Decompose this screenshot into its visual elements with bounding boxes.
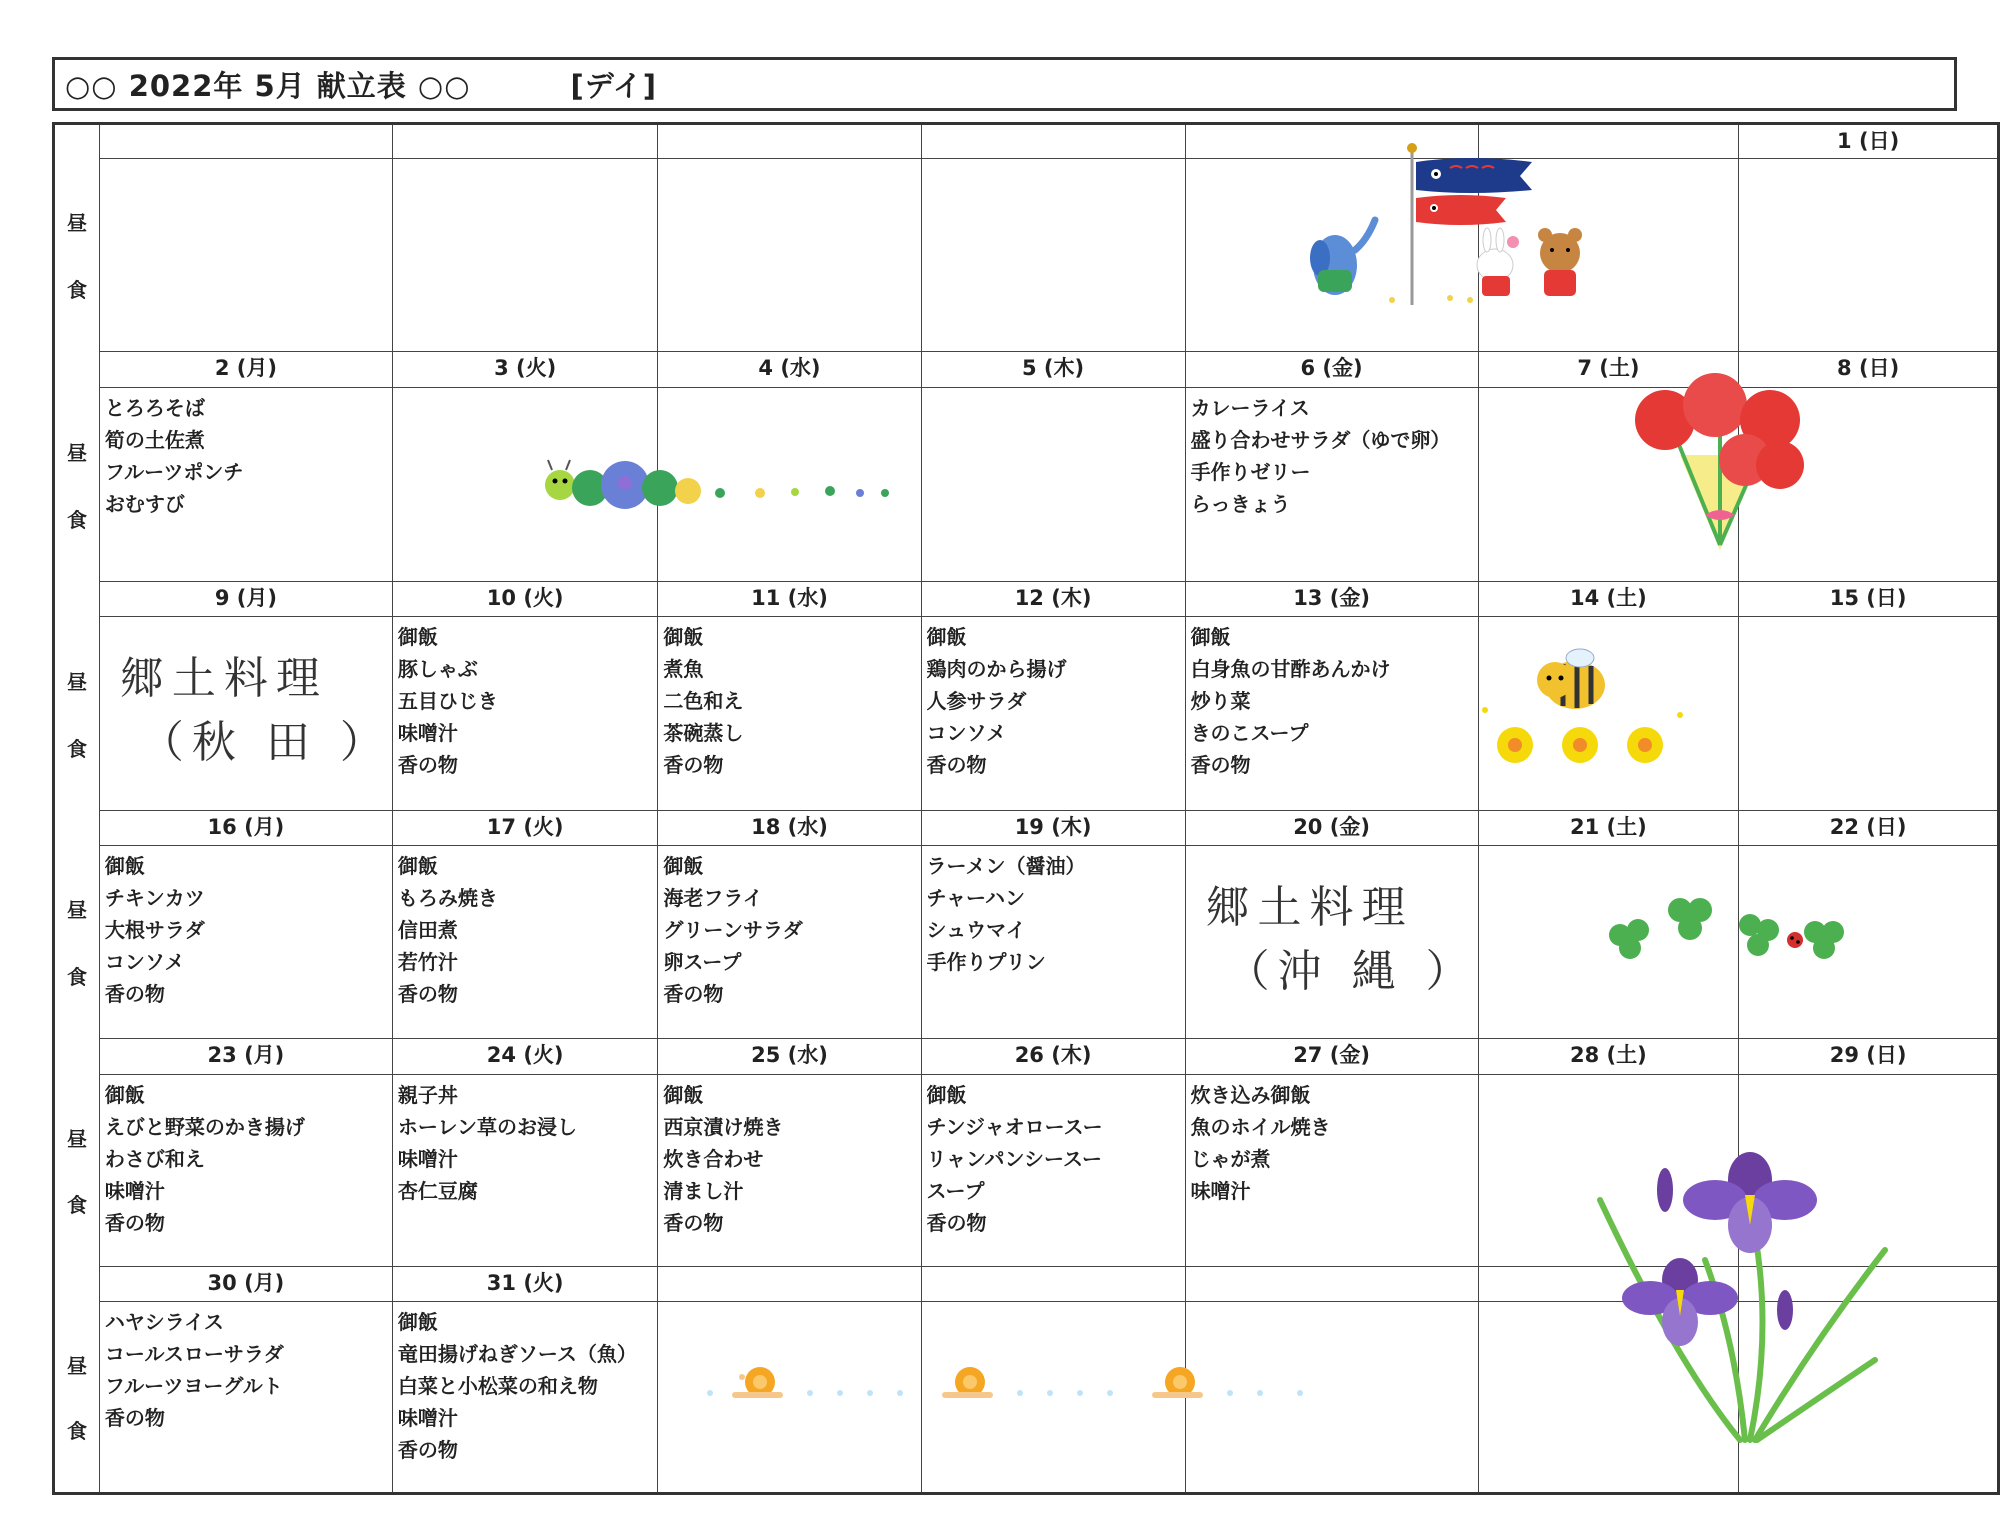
menu-item: チャーハン: [926, 886, 1025, 910]
date-cell: [1478, 352, 1739, 388]
date-cell: [392, 1039, 658, 1075]
date-cell: [921, 582, 1185, 617]
menu-list: [658, 1075, 920, 1239]
meal-cell: [1739, 1075, 1999, 1267]
menu-list: [1186, 388, 1478, 520]
menu-item: おむすび: [104, 492, 185, 516]
menu-item: 味噌汁: [104, 1179, 165, 1203]
menu-list: [1186, 617, 1478, 781]
meal-cell: [921, 1075, 1185, 1267]
menu-list: [393, 1302, 658, 1466]
meal-cell: [921, 846, 1185, 1039]
date-cell: [1185, 352, 1478, 388]
date-label: 31 (火): [486, 1271, 564, 1295]
menu-item: ホーレン草のお浸し: [397, 1115, 578, 1139]
menu-item: 信田煮: [397, 918, 458, 942]
date-label: 15 (日): [1829, 586, 1907, 610]
menu-item: 香の物: [397, 753, 458, 777]
week-date-row: [54, 352, 1999, 388]
meal-cell: [392, 617, 658, 811]
menu-item: フルーツヨーグルト: [104, 1374, 283, 1398]
menu-item: 炊き合わせ: [663, 1147, 764, 1171]
meal-cell: [1185, 159, 1478, 352]
meal-cell: [392, 1302, 658, 1494]
meal-cell: [658, 1302, 921, 1494]
menu-item: 御飯: [397, 1310, 438, 1334]
meal-cell: [392, 388, 658, 582]
menu-item: 御飯: [663, 625, 704, 649]
meal-cell: [392, 159, 658, 352]
date-label: 2 (月): [214, 356, 277, 380]
menu-item: 香の物: [104, 1211, 165, 1235]
menu-item: 香の物: [104, 1406, 165, 1430]
menu-item: 煮魚: [663, 657, 704, 681]
menu-list: [393, 1075, 658, 1207]
date-cell: [392, 352, 658, 388]
date-label: 30 (月): [207, 1271, 285, 1295]
menu-list: [922, 1075, 1185, 1239]
meal-label-char: 食: [66, 277, 87, 302]
handwritten-note: [100, 617, 392, 775]
date-cell: [1478, 1039, 1739, 1075]
meal-cell: [1478, 1302, 1739, 1494]
date-cell: [1478, 1267, 1739, 1302]
menu-item: チンジャオロースー: [926, 1115, 1103, 1139]
row-label-cell: [54, 124, 100, 159]
menu-item: 香の物: [1190, 753, 1251, 777]
week-meal-row: [54, 846, 1999, 1039]
date-cell: [99, 1039, 392, 1075]
meal-label: [55, 1302, 99, 1493]
menu-item: 御飯: [663, 1083, 704, 1107]
date-cell: [99, 124, 392, 159]
meal-label: [55, 388, 99, 582]
menu-item: 鶏肉のから揚げ: [926, 657, 1067, 681]
menu-item: じゃが煮: [1190, 1147, 1271, 1171]
date-label: 17 (火): [486, 815, 564, 839]
meal-label-char: 昼: [66, 440, 87, 465]
date-label: 3 (火): [494, 356, 557, 380]
date-label: 5 (木): [1021, 356, 1085, 380]
meal-cell: [1739, 1302, 1999, 1494]
meal-label-cell: [54, 159, 100, 352]
menu-item: 魚のホイル焼き: [1190, 1115, 1331, 1139]
meal-cell: [99, 388, 392, 582]
meal-cell: [921, 388, 1185, 582]
date-cell: [921, 1267, 1185, 1302]
menu-list: [658, 846, 920, 1010]
date-label: 7 (土): [1577, 356, 1640, 380]
date-cell: [392, 582, 658, 617]
menu-item: きのこスープ: [1190, 721, 1309, 745]
meal-cell: [1739, 846, 1999, 1039]
meal-label-cell: [54, 1302, 100, 1494]
menu-item: シュウマイ: [926, 918, 1026, 942]
date-label: 11 (水): [751, 586, 828, 610]
menu-item: 香の物: [397, 1438, 458, 1462]
date-cell: [658, 582, 921, 617]
date-label: 25 (水): [751, 1043, 828, 1067]
date-label: 20 (金): [1293, 815, 1370, 839]
meal-label-char: 食: [66, 507, 87, 532]
menu-item: グリーンサラダ: [663, 918, 803, 942]
date-cell: [1478, 811, 1739, 846]
meal-cell: [1739, 159, 1999, 352]
row-label-cell: [54, 582, 100, 617]
menu-item: チキンカツ: [104, 886, 205, 910]
date-label: 27 (金): [1293, 1043, 1370, 1067]
date-label: 13 (金): [1293, 586, 1370, 610]
menu-item: 御飯: [926, 1083, 967, 1107]
date-cell: [1739, 124, 1999, 159]
meal-label-cell: [54, 388, 100, 582]
menu-item: 豚しゃぶ: [397, 657, 478, 681]
menu-list: [100, 846, 392, 1010]
meal-cell: [658, 846, 921, 1039]
week-date-row: [54, 582, 1999, 617]
row-label-cell: [54, 352, 100, 388]
menu-item: わさび和え: [104, 1147, 205, 1171]
week-date-row: [54, 1039, 1999, 1075]
date-label: 9 (月): [214, 586, 277, 610]
meal-cell: [1185, 388, 1478, 582]
menu-item: 味噌汁: [1190, 1179, 1251, 1203]
date-cell: [921, 811, 1185, 846]
date-cell: [1478, 582, 1739, 617]
meal-cell: [1739, 388, 1999, 582]
handwritten-line: 郷土料理: [1205, 882, 1414, 933]
meal-cell: [99, 846, 392, 1039]
date-cell: [1185, 811, 1478, 846]
date-cell: [1739, 1267, 1999, 1302]
date-cell: [1478, 124, 1739, 159]
meal-label-char: 食: [66, 736, 87, 761]
menu-item: 香の物: [926, 1211, 987, 1235]
menu-item: 二色和え: [663, 689, 744, 713]
menu-item: 白身魚の甘酢あんかけ: [1190, 657, 1391, 681]
date-cell: [99, 582, 392, 617]
week-date-row: [54, 811, 1999, 846]
meal-cell: [1739, 617, 1999, 811]
menu-item: 手作りプリン: [926, 950, 1046, 974]
meal-label: [55, 1075, 99, 1267]
week-meal-row: [54, 159, 1999, 352]
meal-label-cell: [54, 1075, 100, 1267]
menu-item: 御飯: [926, 625, 967, 649]
meal-cell: [921, 1302, 1185, 1494]
menu-item: 親子丼: [397, 1083, 458, 1107]
date-label: 1 (日): [1837, 129, 1900, 153]
meal-cell: [99, 1302, 392, 1494]
menu-item: 香の物: [926, 753, 987, 777]
week-meal-row: [54, 1075, 1999, 1267]
meal-cell: [1478, 1075, 1739, 1267]
meal-cell: [1478, 159, 1739, 352]
meal-cell: [658, 617, 921, 811]
menu-item: 炊き込み御飯: [1190, 1083, 1311, 1107]
menu-item: 香の物: [663, 1211, 724, 1235]
menu-item: 味噌汁: [397, 721, 458, 745]
meal-label-char: 食: [66, 1193, 87, 1217]
menu-item: 西京漬け焼き: [663, 1115, 784, 1139]
menu-item: 清まし汁: [663, 1179, 744, 1203]
handwritten-line: （沖 縄 ）: [1225, 946, 1478, 997]
menu-item: 白菜と小松菜の和え物: [397, 1374, 598, 1398]
date-label: 12 (木): [1014, 586, 1092, 610]
date-cell: [658, 1267, 921, 1302]
menu-item: ラーメン（醤油）: [926, 854, 1086, 878]
menu-item: 香の物: [663, 982, 724, 1006]
date-label: 6 (金): [1300, 356, 1363, 380]
row-label-cell: [54, 1039, 100, 1075]
date-cell: [99, 811, 392, 846]
menu-subtitle: [デイ]: [570, 68, 657, 103]
menu-item: フルーツポンチ: [104, 460, 244, 484]
date-label: 24 (火): [486, 1043, 564, 1067]
handwritten-line: 郷土料理: [119, 653, 328, 704]
menu-item: 盛り合わせサラダ（ゆで卵）: [1190, 428, 1451, 452]
date-cell: [658, 352, 921, 388]
menu-list: [393, 617, 658, 781]
date-label: 29 (日): [1829, 1043, 1907, 1067]
menu-item: 御飯: [397, 854, 438, 878]
date-cell: [658, 1039, 921, 1075]
date-label: 19 (木): [1014, 815, 1092, 839]
date-cell: [392, 124, 658, 159]
date-label: 22 (日): [1829, 815, 1907, 839]
date-cell: [1739, 1039, 1999, 1075]
menu-item: コールスローサラダ: [104, 1342, 284, 1366]
date-cell: [392, 1267, 658, 1302]
menu-item: 御飯: [104, 1083, 145, 1107]
menu-title-box: [52, 57, 1957, 111]
meal-cell: [99, 617, 392, 811]
meal-cell: [99, 1075, 392, 1267]
meal-label-char: 昼: [66, 898, 87, 923]
menu-list: [100, 1302, 392, 1434]
menu-list: [100, 388, 392, 520]
meal-cell: [921, 159, 1185, 352]
menu-item: 海老フライ: [663, 886, 763, 910]
menu-item: 香の物: [663, 753, 724, 777]
date-cell: [1185, 582, 1478, 617]
menu-item: とろろそば: [104, 396, 205, 420]
date-label: 14 (土): [1570, 586, 1647, 610]
meal-cell: [1478, 846, 1739, 1039]
date-label: 8 (日): [1837, 356, 1900, 380]
date-cell: [1185, 1039, 1478, 1075]
menu-item: 竜田揚げねぎソース（魚）: [397, 1342, 637, 1366]
menu-item: コンソメ: [926, 721, 1007, 745]
date-cell: [99, 352, 392, 388]
date-label: 23 (月): [207, 1043, 285, 1067]
meal-cell: [1478, 617, 1739, 811]
meal-cell: [658, 1075, 921, 1267]
menu-item: コンソメ: [104, 950, 185, 974]
meal-cell: [99, 159, 392, 352]
menu-item: 五目ひじき: [397, 689, 498, 713]
menu-item: 卵スープ: [663, 950, 742, 974]
menu-list: [100, 1075, 392, 1239]
menu-item: カレーライス: [1190, 396, 1310, 420]
menu-item: ハヤシライス: [104, 1310, 224, 1334]
meal-label-char: 食: [66, 1418, 87, 1443]
meal-cell: [921, 617, 1185, 811]
date-label: 26 (木): [1014, 1043, 1092, 1067]
menu-item: 味噌汁: [397, 1406, 458, 1430]
menu-item: 人参サラダ: [926, 689, 1027, 713]
meal-label-char: 昼: [66, 211, 87, 236]
meal-label: [55, 617, 99, 811]
handwritten-line: （秋 田 ）: [139, 717, 392, 768]
date-cell: [921, 1039, 1185, 1075]
menu-item: 茶碗蒸し: [663, 721, 744, 745]
row-label-cell: [54, 811, 100, 846]
meal-label-cell: [54, 617, 100, 811]
menu-item: 御飯: [663, 854, 704, 878]
date-cell: [392, 811, 658, 846]
week-meal-row: [54, 1302, 1999, 1494]
menu-item: 大根サラダ: [104, 918, 205, 942]
meal-cell: [1185, 846, 1478, 1039]
menu-item: 御飯: [1190, 625, 1231, 649]
date-cell: [1185, 124, 1478, 159]
menu-list: [658, 617, 920, 781]
menu-item: 御飯: [104, 854, 145, 878]
meal-cell: [1185, 617, 1478, 811]
date-cell: [1739, 582, 1999, 617]
meal-label-char: 昼: [66, 1127, 87, 1151]
menu-item: 筍の土佐煮: [104, 428, 205, 452]
meal-label-char: 昼: [66, 1353, 87, 1378]
menu-list: [922, 846, 1185, 978]
date-cell: [99, 1267, 392, 1302]
menu-item: リャンパンシースー: [926, 1147, 1103, 1171]
meal-label: [55, 159, 99, 352]
meal-cell: [658, 388, 921, 582]
menu-list: [393, 846, 658, 1010]
date-cell: [658, 811, 921, 846]
menu-item: らっきょう: [1190, 492, 1291, 516]
menu-item: 香の物: [397, 982, 458, 1006]
meal-cell: [1185, 1302, 1478, 1494]
menu-item: 味噌汁: [397, 1147, 458, 1171]
menu-item: 香の物: [104, 982, 165, 1006]
date-label: 21 (土): [1570, 815, 1647, 839]
menu-list: [1186, 1075, 1478, 1207]
date-label: 16 (月): [207, 815, 285, 839]
menu-item: スープ: [926, 1179, 985, 1203]
meal-cell: [392, 846, 658, 1039]
week-date-row: [54, 124, 1999, 159]
menu-list: [922, 617, 1185, 781]
row-label-cell: [54, 1267, 100, 1302]
date-cell: [658, 124, 921, 159]
menu-item: 手作りゼリー: [1190, 460, 1311, 484]
date-cell: [1739, 811, 1999, 846]
meal-cell: [1185, 1075, 1478, 1267]
menu-item: もろみ焼き: [397, 886, 498, 910]
menu-item: えびと野菜のかき揚げ: [104, 1115, 305, 1139]
meal-label-char: 食: [66, 964, 87, 989]
week-date-row: [54, 1267, 1999, 1302]
date-cell: [921, 352, 1185, 388]
date-label: 4 (水): [758, 356, 821, 380]
meal-label-char: 昼: [66, 669, 87, 694]
date-label: 28 (土): [1570, 1043, 1647, 1067]
meal-label-cell: [54, 846, 100, 1039]
week-meal-row: [54, 617, 1999, 811]
menu-item: 御飯: [397, 625, 438, 649]
menu-title: ○○ 2022年 5月 献立表 ○○: [65, 68, 471, 103]
date-cell: [921, 124, 1185, 159]
meal-cell: [1478, 388, 1739, 582]
handwritten-note: [1186, 846, 1478, 1004]
date-label: 10 (火): [486, 586, 564, 610]
week-meal-row: [54, 388, 1999, 582]
date-label: 18 (水): [751, 815, 828, 839]
date-cell: [1739, 352, 1999, 388]
date-cell: [1185, 1267, 1478, 1302]
menu-calendar: [52, 122, 2000, 1495]
menu-item: 若竹汁: [397, 950, 458, 974]
meal-label: [55, 846, 99, 1039]
meal-cell: [658, 159, 921, 352]
menu-item: 炒り菜: [1190, 689, 1251, 713]
meal-cell: [392, 1075, 658, 1267]
menu-item: 杏仁豆腐: [397, 1179, 478, 1203]
